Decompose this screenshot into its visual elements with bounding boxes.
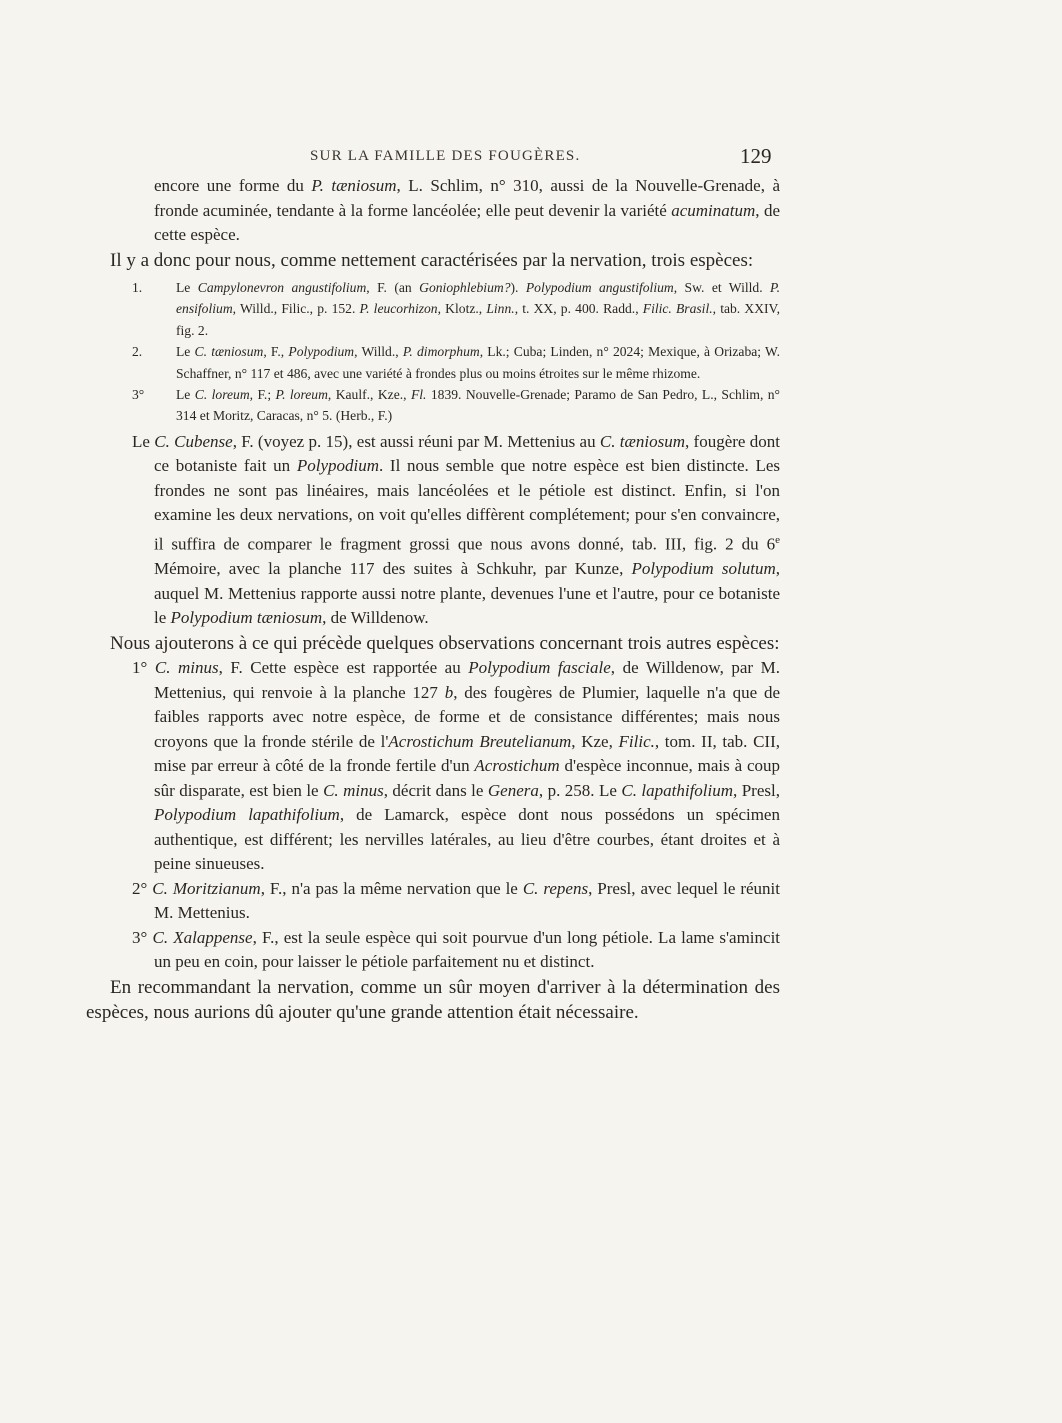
running-title: SUR LA FAMILLE DES FOUGÈRES. bbox=[310, 148, 581, 164]
page-header bbox=[0, 144, 1062, 174]
observation-3: 3° C. Xalappense, F., est la seule espèce qui soit pourvue d'un long pétiole. La lame s'amincit un peu en coin, pour laisser le pétiole parfaitement nu et distinct. bbox=[132, 927, 781, 971]
species-entry-3: 3° Le C. loreum, F.; P. loreum, Kaulf., Kze., Fl. 1839. Nouvelle-Grenade; Paramo de San Pedro, L., Schlim, n° 314 et Moritz, Caracas, n° 5. (Herb., F.) bbox=[132, 387, 780, 424]
paragraph-observations: Nous ajouterons à ce qui précède quelques observations concernant trois autres espèces: bbox=[110, 632, 780, 654]
species-entry-1: 1. Le Campylonevron angustifolium, F. (an Goniophlebium?). Polypodium angustifolium, Sw. et Willd. P. ensifolium, Willd., Filic., p. 152. P. leucorhizon, Klotz., Linn., t. XX, p. 400. Radd., Filic. Brasil., tab. XXIV, fig. 2. bbox=[132, 280, 780, 338]
page-number: 129 bbox=[740, 144, 772, 168]
observation-1: 1° C. minus, F. Cette espèce est rapportée au Polypodium fasciale, de Willdenow, par M. Mettenius, qui renvoie à la planche 127 b, des fougères de Plumier, laquelle n'a que de faibles rapports avec notre espèce, de forme et de consistance différentes; mais nous croyons que la fronde stérile de l'Acrostichum Breutelianum, Kze, Filic., tom. II, tab. CII, mise par erreur à côté de la fronde fertile d'un Acrostichum d'espèce inconnue, mais à coup sûr disparate, est bien le C. minus, décrit dans le Genera, p. 258. Le C. lapathifolium, Presl, Polypodium lapathifolium, de Lamarck, espèce dont nous possédons un spécimen authentique, est différent; les nervilles latérales, au lieu d'être courbes, étant droites et à peine sinueuses. bbox=[132, 658, 781, 873]
paragraph-cubense: Le C. Cubense, F. (voyez p. 15), est aussi réuni par M. Mettenius au C. tæniosum, fougère dont ce botaniste fait un Polypodium. Il nous semble que notre espèce est bien distincte. Les frondes ne sont pas linéaires, mais lancéolées et le pétiole est distinct. Enfin, si l'on examine les deux nervations, on voit qu'elles diffèrent complétement; pour s'en convaincre, il suffira de comparer le fragment grossi que nous avons donné, tab. III, fig. 2 du 6e Mémoire, avec la planche 117 des suites à Schkuhr, par Kunze, Polypodium solutum, auquel M. Mettenius rapporte aussi notre plante, devenues l'une et l'autre, pour ce botaniste le Polypodium tæniosum, de Willdenow. bbox=[132, 431, 780, 627]
paragraph-continuation: encore une forme du P. tæniosum, L. Schlim, n° 310, aussi de la Nouvelle-Grenade, à fronde acuminée, tendante à la forme lancéolée; elle peut devenir la variété acuminatum, de cette espèce. bbox=[154, 176, 781, 244]
observation-2: 2° C. Moritzianum, F., n'a pas la même nervation que le C. repens, Presl, avec lequel le réunit M. Mettenius. bbox=[132, 878, 780, 922]
body-text bbox=[86, 174, 780, 1026]
species-entry-2: 2. Le C. tæniosum, F., Polypodium, Willd., P. dimorphum, Lk.; Cuba; Linden, n° 2024; Mexique, à Orizaba; W. Schaffner, n° 117 et 486, avec une variété à frondes plus ou moins étroites sur le même rhizome. bbox=[132, 344, 780, 381]
paragraph-three-species: Il y a donc pour nous, comme nettement caractérisées par la nervation, trois espèces: bbox=[110, 249, 754, 271]
paragraph-conclusion: En recommandant la nervation, comme un sûr moyen d'arriver à la détermination des espèces, nous aurions dû ajouter qu'une grande attention était nécessaire. bbox=[86, 976, 780, 1023]
